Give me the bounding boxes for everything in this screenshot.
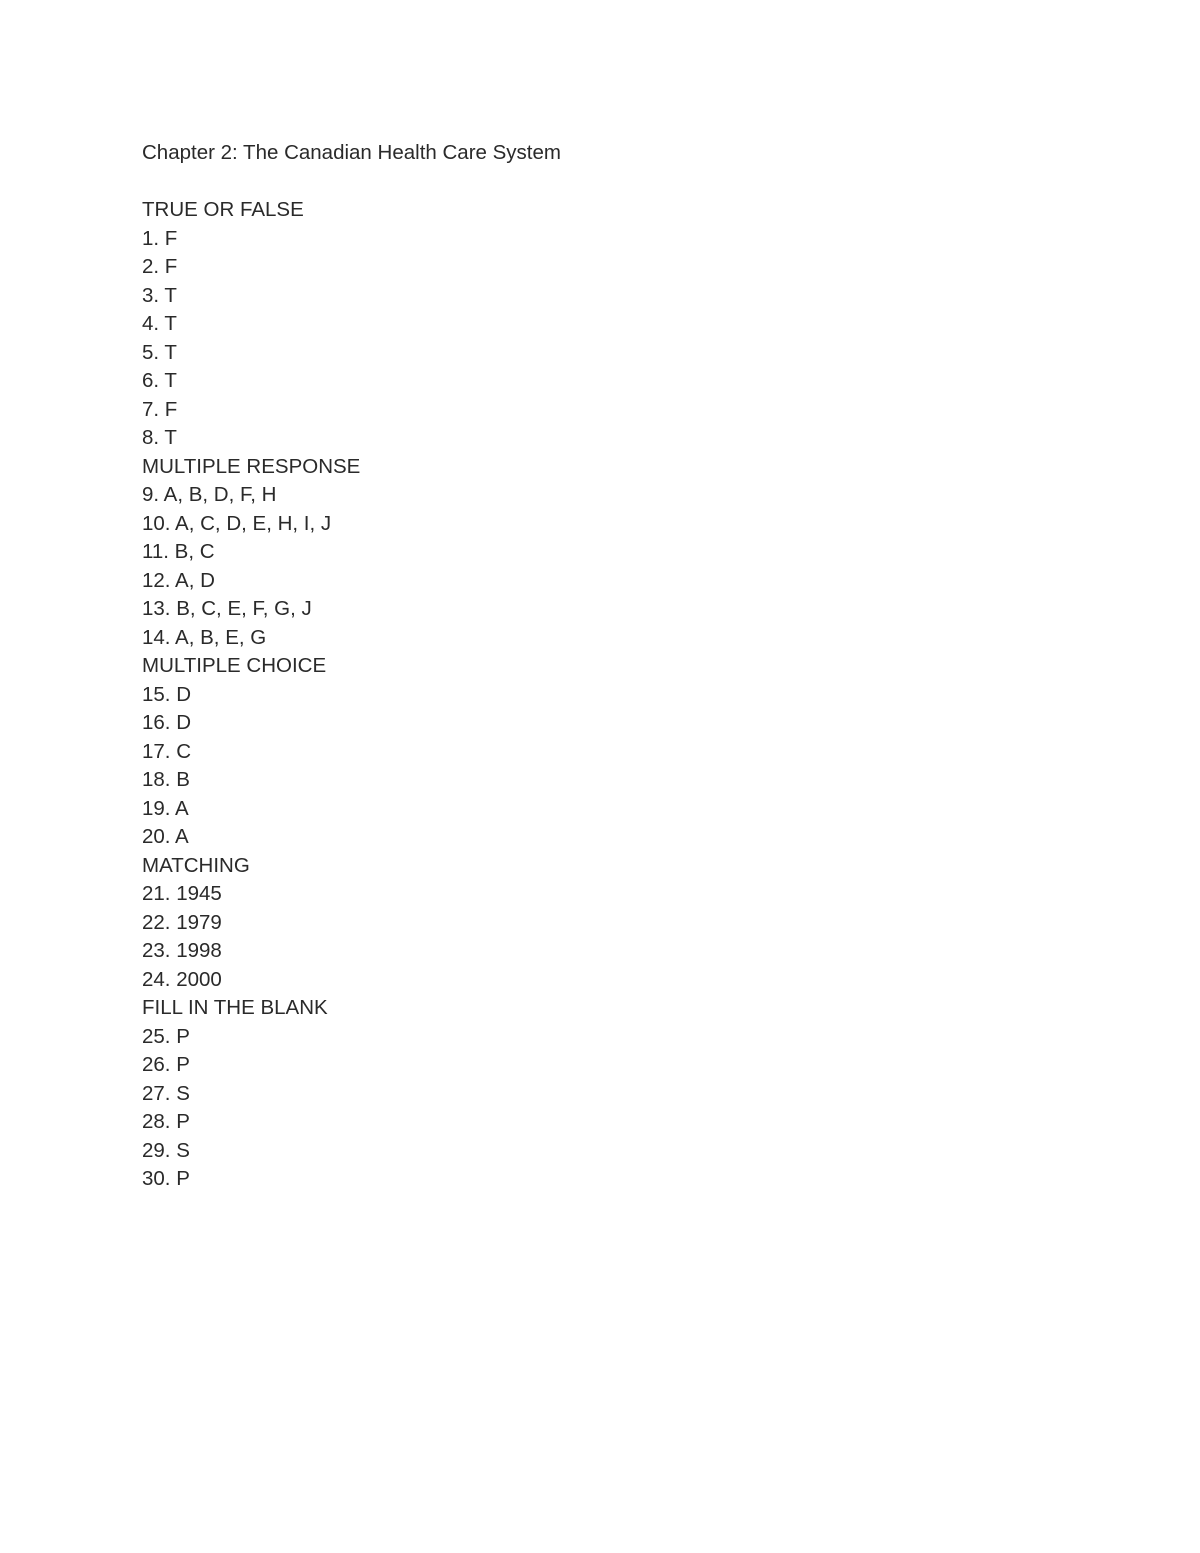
answer-section: [142, 652, 1042, 852]
answer-line: 13. B, C, E, F, G, J: [142, 597, 312, 620]
section-heading: FILL IN THE BLANK: [142, 996, 328, 1019]
answer-line: 1. F: [142, 226, 178, 250]
answer-line: 20. A: [142, 825, 189, 848]
answer-line: 25. P: [142, 1024, 190, 1048]
answer-line: 17. C: [142, 739, 191, 763]
answer-line: 10. A, C, D, E, H, I, J: [142, 511, 332, 535]
answer-line: 4. T: [142, 312, 177, 335]
answer-section: [142, 196, 1042, 453]
section-heading: MATCHING: [142, 853, 250, 877]
answer-line: 23. 1998: [142, 939, 222, 962]
answer-line: 14. A, B, E, G: [142, 625, 267, 649]
answer-line: 11. B, C: [142, 540, 215, 563]
title-spacer: [142, 168, 1042, 197]
answer-line: 12. A, D: [142, 568, 215, 592]
answer-line: 26. P: [142, 1053, 190, 1076]
answer-line: 18. B: [142, 768, 190, 791]
answer-line: 24. 2000: [142, 967, 222, 991]
answer-line: 7. F: [142, 397, 178, 421]
answer-line: 28. P: [142, 1110, 190, 1133]
answer-section: [142, 994, 1042, 1194]
answer-line: 15. D: [142, 682, 191, 706]
document-title: Chapter 2: The Canadian Health Care System: [142, 141, 561, 164]
answer-line: 19. A: [142, 796, 189, 820]
answer-line: 16. D: [142, 711, 191, 734]
answer-line: 2. F: [142, 255, 178, 278]
answer-line: 30. P: [142, 1167, 190, 1190]
answer-section: [142, 453, 1042, 653]
answer-line: 21. 1945: [142, 882, 222, 905]
answer-line: 9. A, B, D, F, H: [142, 483, 277, 506]
section-heading: MULTIPLE RESPONSE: [142, 454, 361, 478]
answer-line: 22. 1979: [142, 910, 222, 934]
answer-line: 29. S: [142, 1138, 190, 1162]
answer-line: 6. T: [142, 369, 177, 392]
answer-line: 27. S: [142, 1081, 190, 1105]
section-heading: MULTIPLE CHOICE: [142, 654, 327, 677]
answer-line: 5. T: [142, 340, 177, 364]
answer-section: [142, 852, 1042, 995]
section-heading: TRUE OR FALSE: [142, 198, 304, 221]
document-page: [142, 139, 1042, 1194]
answer-line: 3. T: [142, 283, 177, 307]
answer-line: 8. T: [142, 426, 177, 449]
answer-sections: [142, 196, 1042, 1194]
